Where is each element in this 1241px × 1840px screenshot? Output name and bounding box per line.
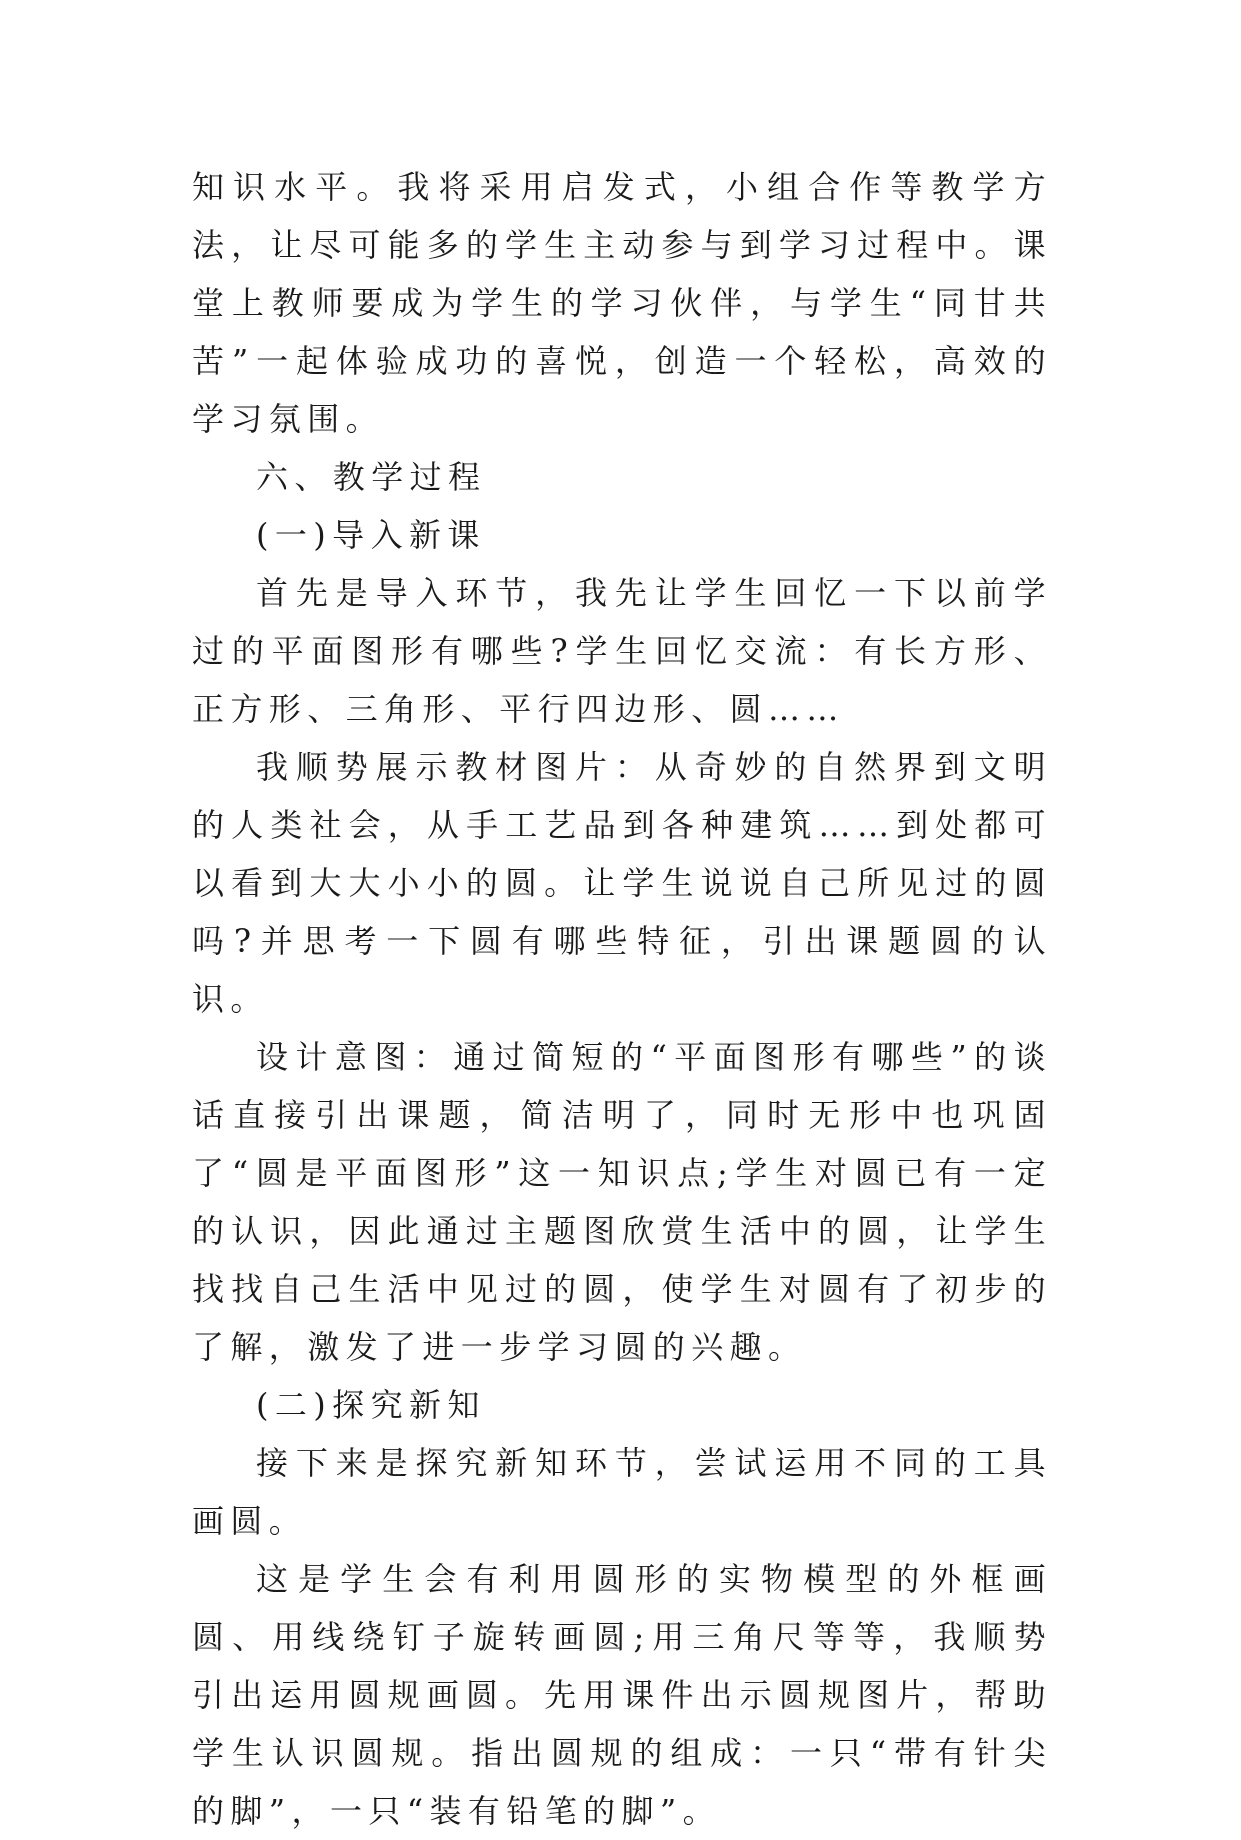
paragraph-explore-intro: 接下来是探究新知环节，尝试运用不同的工具画圆。: [192, 1444, 1052, 1540]
subheading-explore: (二)探究新知: [256, 1386, 486, 1424]
paragraph-compass: 这是学生会有利用圆形的实物模型的外框画圆、用线绕钉子旋转画圆;用三角尺等等，我顺势引出运用圆规画圆。先用课件出示圆规图片，帮助学生认识圆规。指出圆规的组成：一只“带有针尖的脚”，一只“装有铅笔的脚”。: [192, 1560, 1052, 1830]
heading-teaching-process: 六、教学过程: [256, 458, 487, 496]
paragraph-teaching-method-end: 知识水平。我将采用启发式，小组合作等教学方法，让尽可能多的学生主动参与到学习过程中。课堂上教师要成为学生的学习伙伴，与学生“同甘共苦”一起体验成功的喜悦，创造一个轻松，高效的学习氛围。: [192, 168, 1052, 438]
paragraph-design-intent: 设计意图：通过简短的“平面图形有哪些”的谈话直接引出课题，简洁明了，同时无形中也巩固了“圆是平面图形”这一知识点;学生对圆已有一定的认识，因此通过主题图欣赏生活中的圆，让学生找找自己生活中见过的圆，使学生对圆有了初步的了解，激发了进一步学习圆的兴趣。: [192, 1038, 1052, 1366]
body-text: [192, 158, 1052, 1840]
paragraph-introduction: 首先是导入环节，我先让学生回忆一下以前学过的平面图形有哪些?学生回忆交流：有长方形、正方形、三角形、平行四边形、圆……: [192, 574, 1052, 728]
paragraph-textbook-images: 我顺势展示教材图片：从奇妙的自然界到文明的人类社会，从手工艺品到各种建筑……到处都可以看到大大小小的圆。让学生说说自己所见过的圆吗?并思考一下圆有哪些特征，引出课题圆的认识。: [192, 748, 1052, 1018]
subheading-introduction: (一)导入新课: [256, 516, 486, 554]
